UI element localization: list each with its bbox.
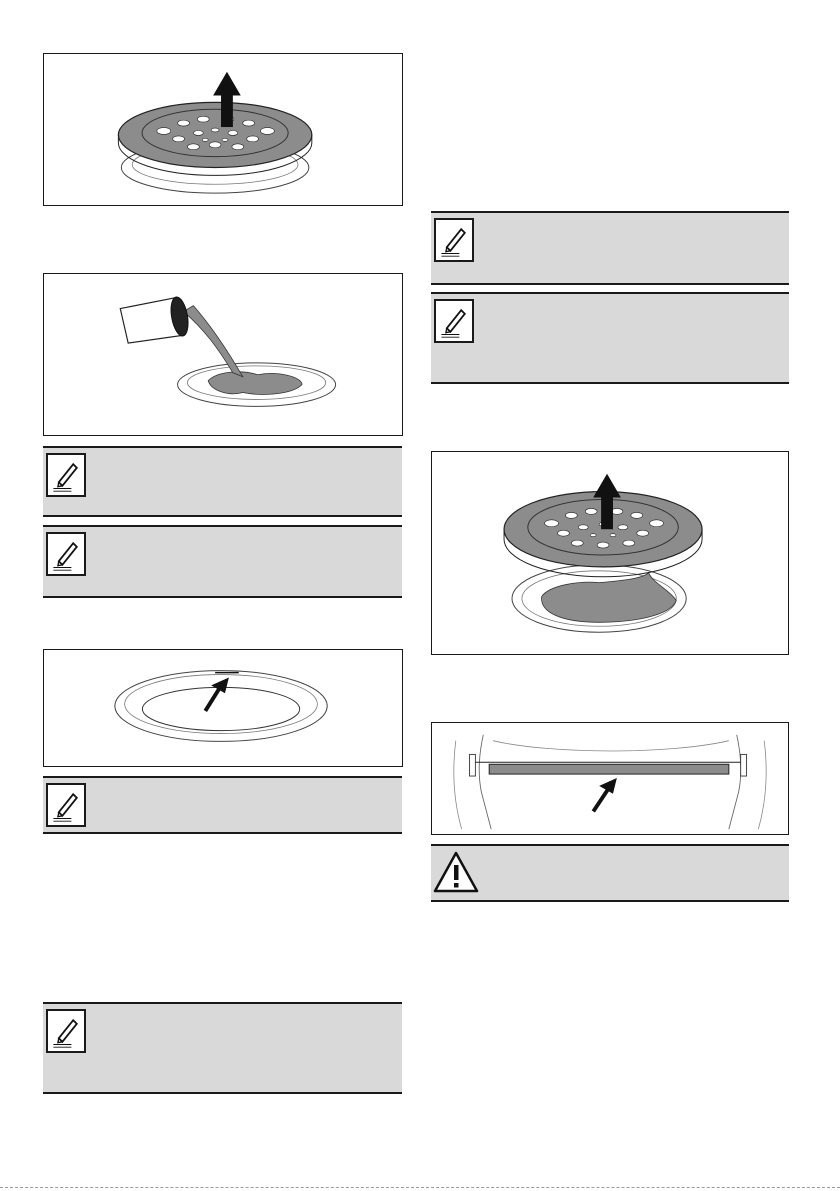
figure-cavity-element	[431, 722, 789, 835]
tray-lift-filled-illustration	[432, 452, 788, 654]
figure-pan-level-mark	[43, 649, 403, 767]
warning-1	[431, 844, 789, 902]
warning-triangle-icon	[433, 850, 479, 894]
figure-pour-water	[43, 273, 403, 436]
pencil-note-icon	[434, 218, 474, 262]
arrow-icon	[593, 778, 617, 811]
pencil-note-icon	[434, 299, 474, 343]
note-1	[43, 446, 402, 517]
pencil-note-icon	[46, 783, 86, 827]
pencil-note-icon	[46, 532, 86, 576]
note-3	[43, 776, 402, 834]
cup	[120, 296, 190, 343]
note-6	[431, 292, 789, 384]
heating-element	[489, 764, 729, 774]
pour-water-illustration	[44, 274, 402, 435]
pan-level-mark-illustration	[44, 650, 402, 766]
pencil-note-icon	[46, 453, 86, 497]
figure-lift-tray	[43, 53, 403, 206]
pencil-note-icon	[46, 1009, 86, 1053]
tray-lift-illustration	[44, 54, 402, 205]
page-edge-rule	[0, 1187, 840, 1188]
note-4	[43, 1002, 402, 1094]
cavity-element-illustration	[432, 723, 788, 834]
note-2	[43, 525, 402, 598]
note-5	[431, 211, 789, 285]
figure-lift-tray-filled	[431, 451, 789, 655]
